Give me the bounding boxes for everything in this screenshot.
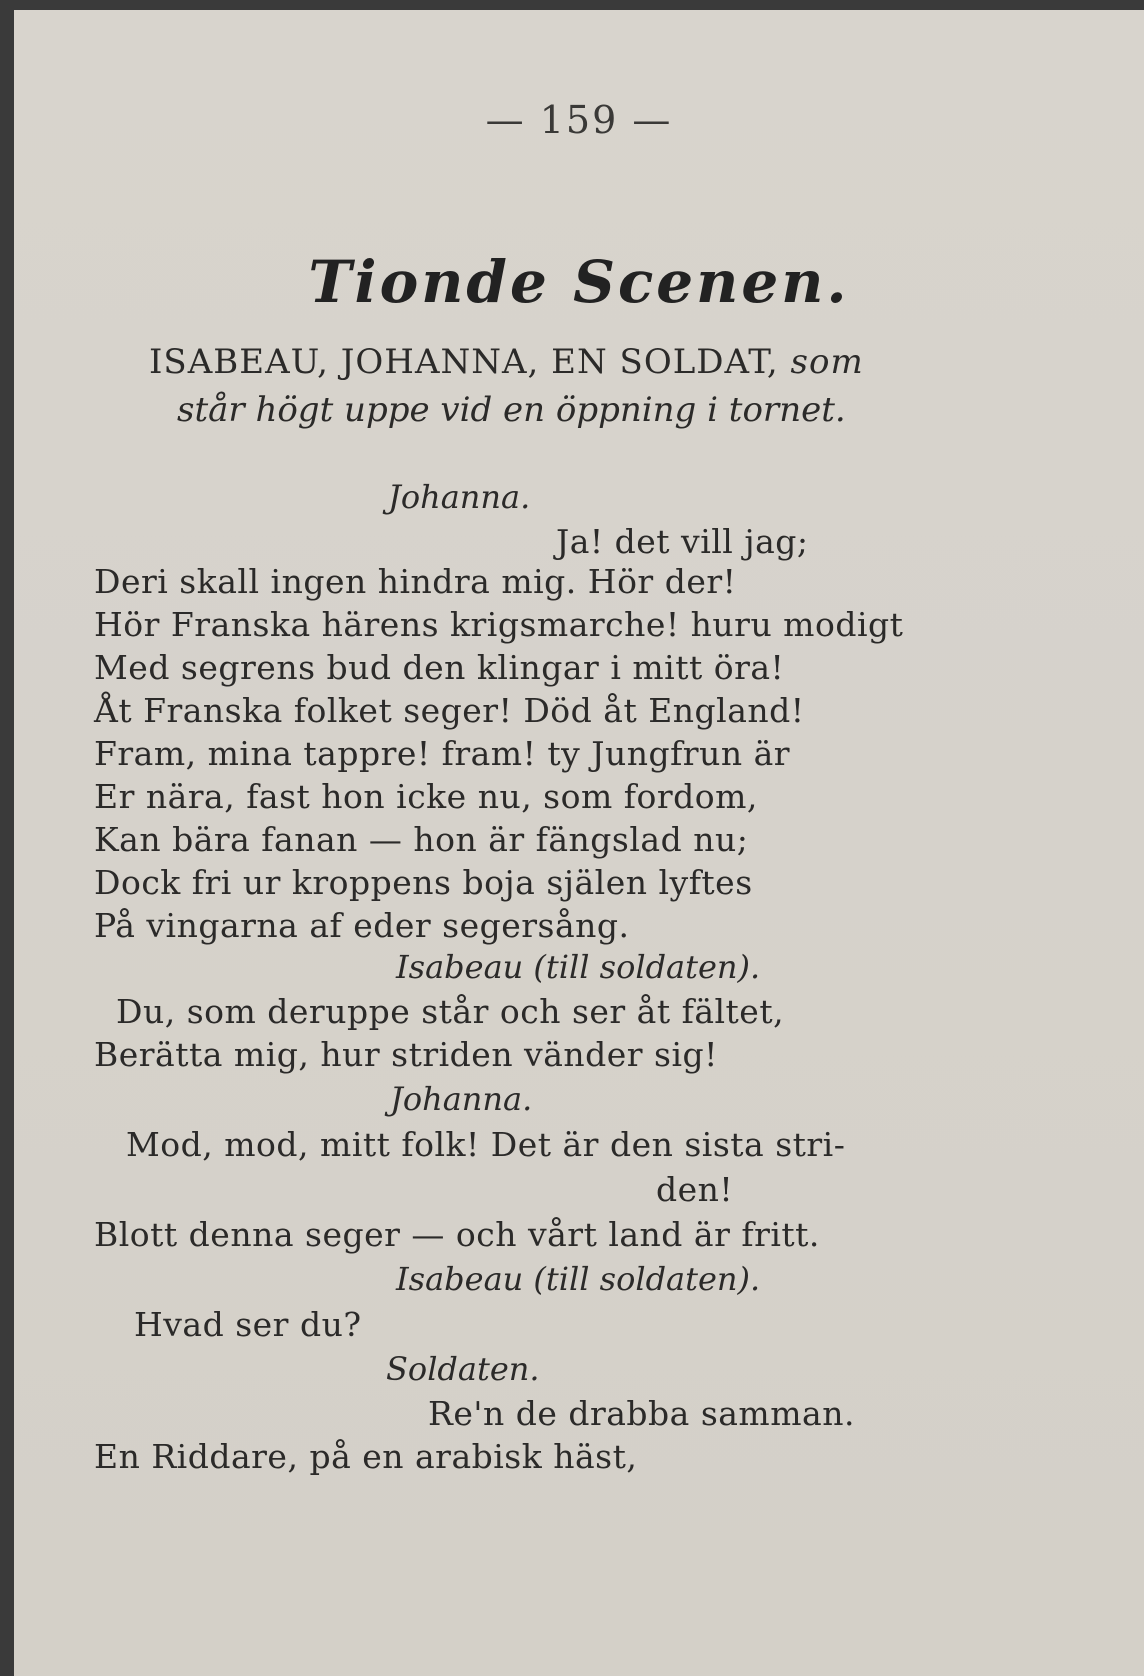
- verse-line: Kan bära fanan — hon är fängslad nu;: [94, 820, 749, 859]
- page-number: — 159 —: [485, 98, 673, 142]
- scene-heading: Tionde Scenen.: [308, 248, 850, 316]
- speaker-isabeau: [396, 1260, 760, 1298]
- speaker-soldaten: Soldaten.: [386, 1350, 540, 1388]
- verse-line: Berätta mig, hur striden vänder sig!: [94, 1035, 718, 1074]
- verse-line: Ja! det vill jag;: [556, 522, 809, 561]
- verse-line: Deri skall ingen hindra mig. Hör der!: [94, 562, 737, 601]
- cast-stage-direction-start: som: [790, 342, 864, 382]
- verse-line: Er nära, fast hon icke nu, som fordom,: [94, 777, 758, 816]
- speaker-johanna: Johanna.: [390, 1080, 533, 1118]
- speaker-name: Isabeau: [396, 1260, 524, 1298]
- verse-line: Hvad ser du?: [134, 1305, 362, 1344]
- book-page: [14, 10, 1144, 1676]
- verse-line: Hör Franska härens krigsmarche! huru modigt: [94, 605, 904, 644]
- stage-direction: (till soldaten).: [533, 1260, 761, 1298]
- stage-direction: (till soldaten).: [533, 948, 761, 986]
- verse-line: Blott denna seger — och vårt land är fritt.: [94, 1215, 820, 1254]
- verse-line: Du, som deruppe står och ser åt fältet,: [116, 992, 785, 1031]
- cast-names: ISABEAU, JOHANNA, EN SOLDAT,: [149, 342, 779, 382]
- verse-line-continuation: den!: [656, 1170, 734, 1209]
- verse-line: På vingarna af eder segersång.: [94, 906, 630, 945]
- verse-line: Åt Franska folket seger! Död åt England!: [94, 691, 805, 730]
- verse-line: Mod, mod, mitt folk! Det är den sista stri-: [126, 1125, 846, 1164]
- verse-line: Med segrens bud den klingar i mitt öra!: [94, 648, 785, 687]
- verse-line: Re'n de drabba samman.: [428, 1394, 855, 1433]
- speaker-isabeau: [396, 948, 760, 986]
- verse-line: Dock fri ur kroppens boja själen lyftes: [94, 863, 753, 902]
- cast-stage-direction: står högt uppe vid en öppning i tornet.: [177, 390, 846, 430]
- speaker-name: Isabeau: [396, 948, 524, 986]
- cast-list: [149, 342, 864, 382]
- verse-line: En Riddare, på en arabisk häst,: [94, 1437, 638, 1476]
- verse-line: Fram, mina tappre! fram! ty Jungfrun är: [94, 734, 791, 773]
- speaker-johanna: Johanna.: [388, 478, 531, 516]
